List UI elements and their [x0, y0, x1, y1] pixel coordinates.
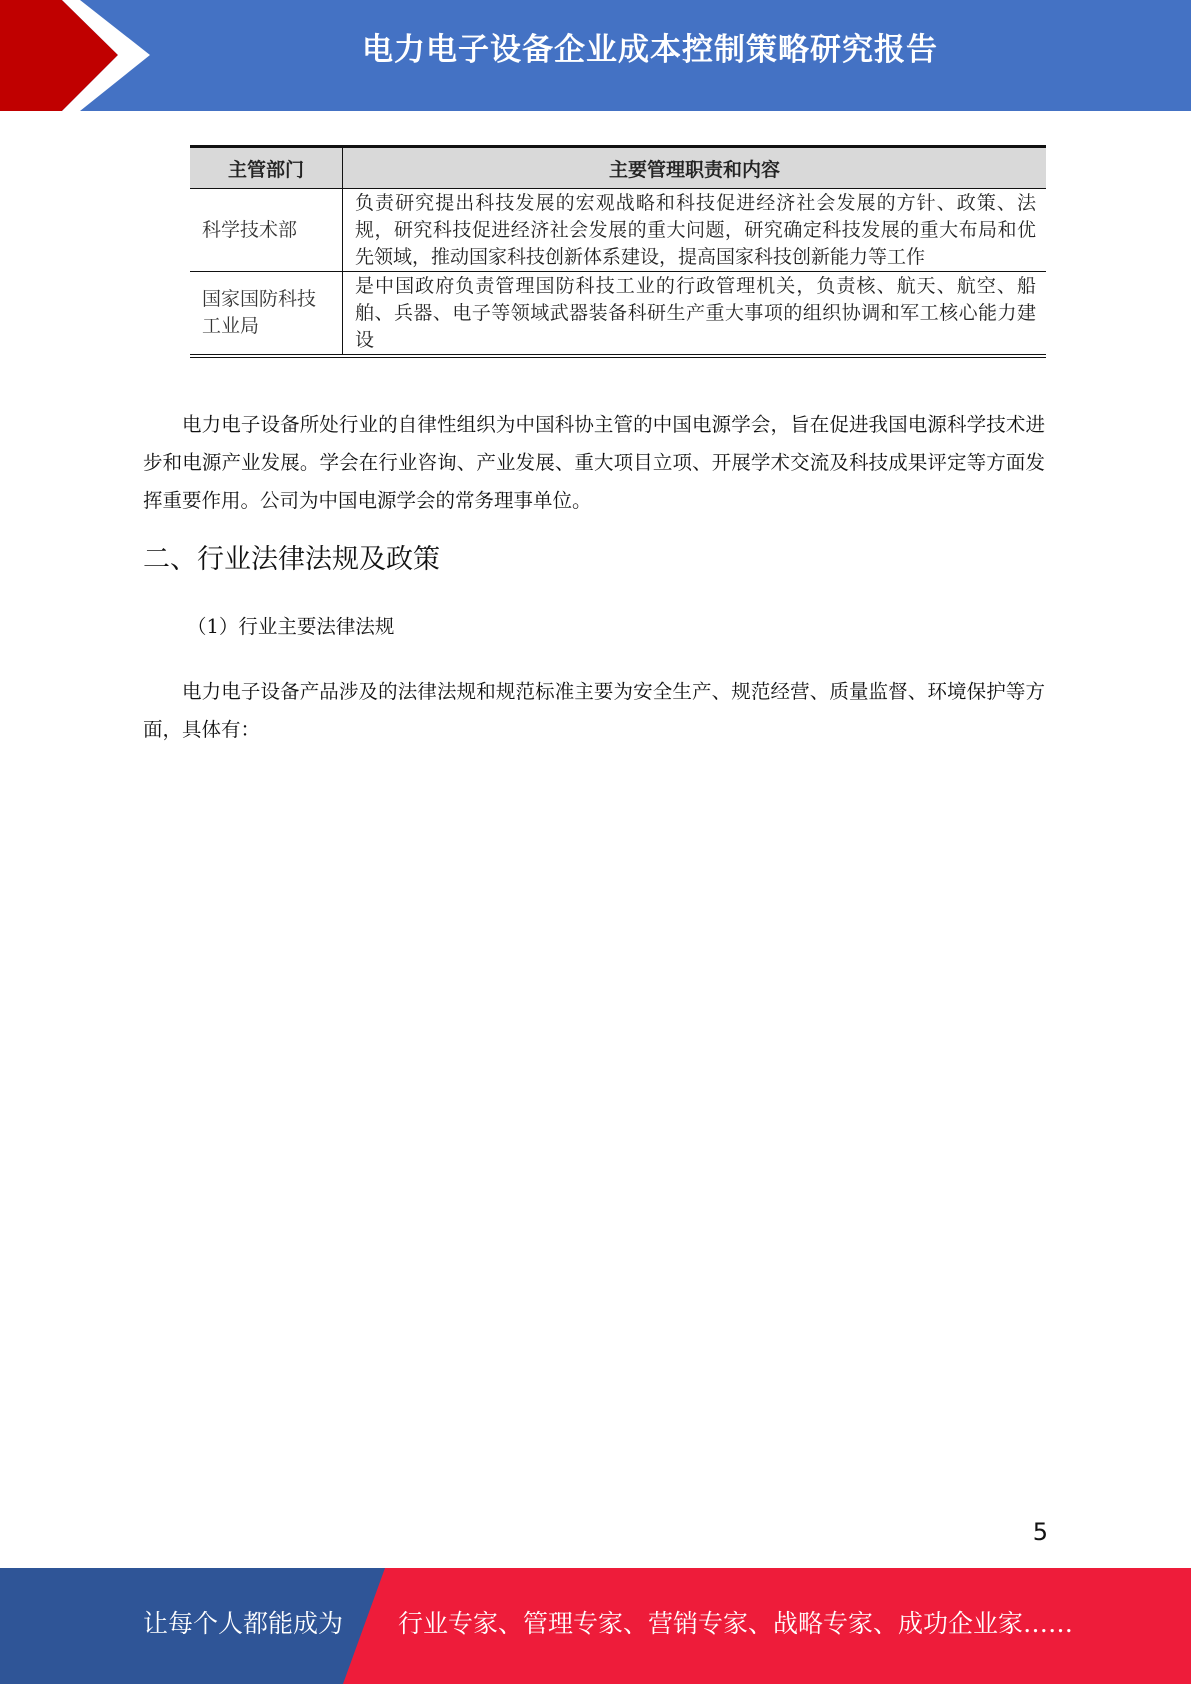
- sub-heading: （1）行业主要法律法规: [187, 615, 395, 638]
- department-cell: 科学技术部: [190, 189, 343, 272]
- table-header-content: 主要管理职责和内容: [343, 147, 1047, 189]
- body-paragraph: 电力电子设备所处行业的自律性组织为中国科协主管的中国电源学会，旨在促进我国电源科学技术进步和电源产业发展。学会在行业咨询、产业发展、重大项目立项、开展学术交流及科技成果评定等方面发挥重要作用。公司为中国电源学会的常务理事单位。: [143, 413, 1045, 512]
- table-header-department: 主管部门: [190, 147, 343, 189]
- footer-slogan-right: 行业专家、管理专家、营销专家、战略专家、成功企业家……: [398, 1609, 1074, 1638]
- page-header: [0, 0, 1191, 111]
- footer-slogan-left: 让每个人都能成为: [143, 1609, 344, 1638]
- body-paragraph: 电力电子设备产品涉及的法律法规和规范标准主要为安全生产、规范经营、质量监督、环境保护等方面，具体有：: [143, 680, 1045, 741]
- content-cell: [343, 272, 1047, 357]
- table-row: [190, 189, 1046, 272]
- content-text: 负责研究提出科技发展的宏观战略和科技促进经济社会发展的方针、政策、法规，研究科技促进经济社会发展的重大问题，研究确定科技发展的重大布局和优先领域，推动国家科技创新体系建设，提高国家科技创新能力等工作: [355, 191, 1036, 268]
- report-title: 电力电子设备企业成本控制策略研究报告: [362, 32, 938, 68]
- content-cell: [343, 189, 1047, 272]
- table-row: [190, 272, 1046, 357]
- department-cell: 国家国防科技工业局: [190, 272, 343, 357]
- section-heading: 二、行业法律法规及政策: [143, 544, 440, 575]
- page-number: 5: [1032, 1518, 1048, 1546]
- page-footer: [0, 1568, 1191, 1684]
- content-text: 是中国政府负责管理国防科技工业的行政管理机关，负责核、航天、航空、船舶、兵器、电子等领域武器装备科研生产重大事项的组织协调和军工核心能力建设: [355, 274, 1036, 351]
- department-table: [190, 145, 1046, 358]
- table-header-row: [190, 147, 1046, 189]
